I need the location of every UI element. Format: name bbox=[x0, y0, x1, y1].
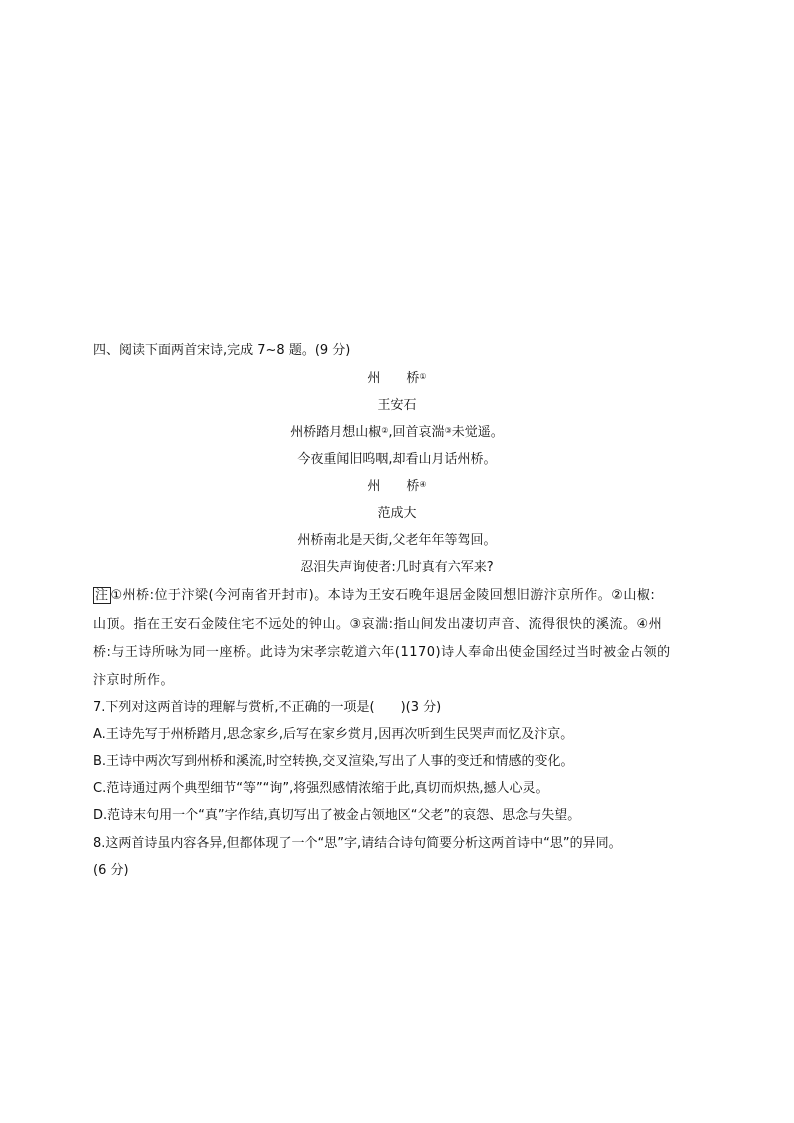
poem1-line1-part1: 州桥踏月想山椒 bbox=[290, 425, 382, 440]
notes-line3: 桥:与王诗所咏为同一座桥。此诗为宋孝宗乾道六年(1170)诗人奉命出使金国经过当时被金占领的 bbox=[93, 645, 671, 660]
q8-stem-line1: 8.这两首诗虽内容各异,但都体现了一个“思”字,请结合诗句简要分析这两首诗中“思”的异同。 bbox=[93, 836, 622, 851]
poem2-author: 范成大 bbox=[377, 506, 417, 521]
q7-option-c: C.范诗通过两个典型细节“等”“询”,将强烈感情浓缩于此,真切而炽热,撼人心灵。 bbox=[93, 781, 549, 796]
notes-line4: 汴京时所作。 bbox=[93, 673, 175, 688]
poem2-line2: 忍泪失声询使者:几时真有六军来? bbox=[300, 560, 494, 575]
poem1-line1-part2: ,回首哀湍 bbox=[388, 425, 445, 440]
poem1-title-char1: 州 bbox=[367, 371, 381, 386]
q7-option-d: D.范诗末句用一个“真”字作结,真切写出了被金占领地区“父老”的哀怨、思念与失望。 bbox=[93, 808, 581, 823]
poem1-line1-footnote2: ③ bbox=[444, 426, 452, 435]
poem1-title bbox=[0, 371, 794, 387]
notes-text-1: ①州桥:位于汴梁(今河南省开封市)。本诗为王安石晚年退居金陵回想旧游汴京所作。②山椒: bbox=[110, 588, 656, 603]
poem1-author: 王安石 bbox=[377, 398, 417, 413]
q7-option-b: B.王诗中两次写到州桥和溪流,时空转换,交叉渲染,写出了人事的变迁和情感的变化。 bbox=[93, 754, 574, 769]
q8-stem-line2: (6 分) bbox=[93, 863, 129, 878]
poem1-line1-footnote1: ② bbox=[381, 426, 389, 435]
poem2-title bbox=[0, 479, 794, 495]
poem2-line1: 州桥南北是天街,父老年年等驾回。 bbox=[297, 533, 497, 548]
notes-line2: 山顶。指在王安石金陵住宅不远处的钟山。③哀湍:指山间发出凄切声音、流得很快的溪流。④州 bbox=[93, 617, 663, 632]
notes-line1 bbox=[93, 588, 655, 604]
notes-label: 注 bbox=[95, 588, 109, 603]
poem1-title-char2: 桥 bbox=[406, 371, 420, 386]
poem1-line1 bbox=[0, 425, 794, 441]
poem2-title-char1: 州 bbox=[367, 479, 381, 494]
q7-stem: 7.下列对这两首诗的理解与赏析,不正确的一项是( )(3 分) bbox=[93, 700, 442, 715]
poem2-title-char2: 桥 bbox=[406, 479, 420, 494]
section-title: 四、阅读下面两首宋诗,完成 7~8 题。(9 分) bbox=[93, 343, 351, 358]
poem1-title-footnote: ① bbox=[419, 372, 427, 381]
poem2-title-footnote: ④ bbox=[419, 480, 427, 489]
poem1-line1-part3: 未觉遥。 bbox=[451, 425, 504, 440]
q7-option-a: A.王诗先写于州桥踏月,思念家乡,后写在家乡赏月,因再次听到生民哭声而忆及汴京。 bbox=[93, 727, 574, 742]
poem1-line2: 今夜重闻旧呜咽,却看山月话州桥。 bbox=[297, 452, 497, 467]
